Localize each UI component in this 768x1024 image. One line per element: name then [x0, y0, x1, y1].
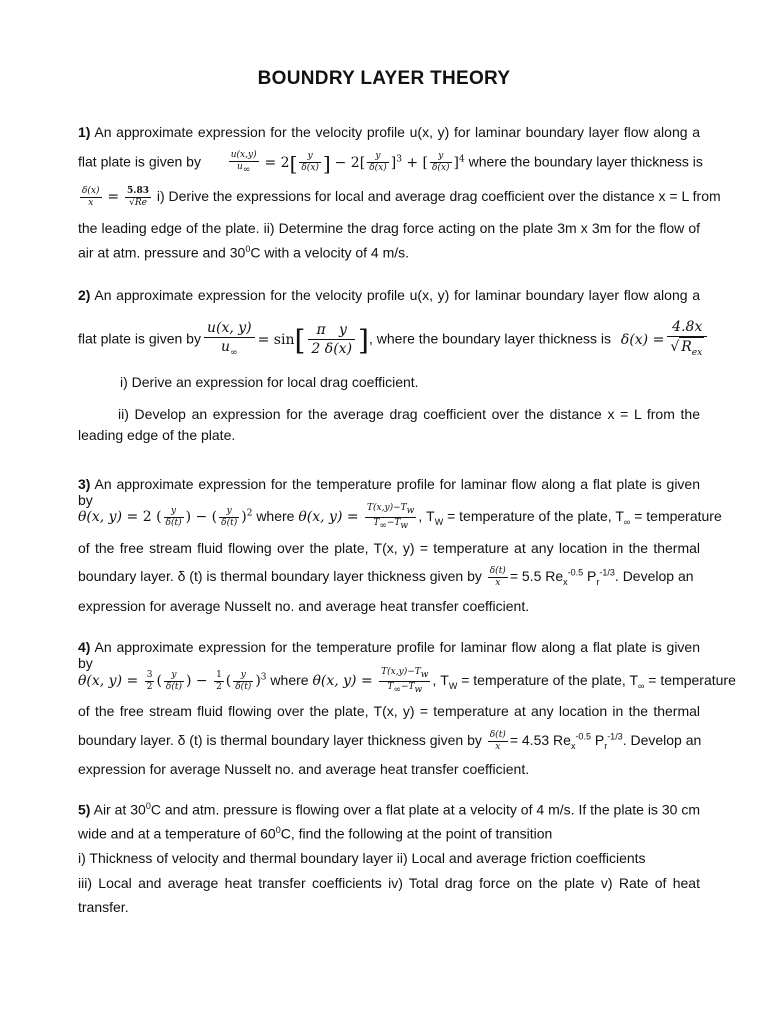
q2-number: 2)	[78, 287, 91, 303]
q5-line-3: i) Thickness of velocity and thermal boundary layer ii) Local and average friction coefficients	[78, 850, 646, 866]
q4-line-3: of the free stream fluid flowing over the plate, T(x, y) = temperature at any location in the thermal	[78, 703, 700, 719]
q2-item-ii-line-2: leading edge of the plate.	[78, 427, 236, 443]
q1-line-5: air at atm. pressure and $30^0C$ with a velocity of 4 m/s.	[78, 244, 410, 261]
q2-line-2: flat plate is given by $\frac{u(x, y)}{u_\infty}$ = sin[ $\frac{\text{π y}}{2 \delta(x)}$ ], where the boundary layer thickness is δ(x) = 4.8x √ $R_{ex}$	[78, 318, 700, 362]
q5-number: 5)	[78, 801, 91, 818]
q4-theta-definition: θ(x, y) = $\frac{T(x,y)-T_w}{T_\infty-T_w}$	[312, 667, 429, 695]
q1-velocity-profile-equation: $\frac{u(x,y)}{u_\infty}$ = 2[ $\frac{y}{\delta(x)}$ ] − 2[ $\frac{y}{\delta(x)}$ ]$^3$ + [ $\frac{y}{\delta(x)}$ ]$^4$	[230, 150, 465, 175]
q4-line-4: boundary layer. δ (t) is thermal boundary layer thickness given by $\frac{\delta(t)}{x}$ = 4.53 $Re_x^{-0.5}$ $P_r^{-1/3}$. Develop an	[78, 730, 702, 752]
q5-line-2: wide and at a temperature of $60^0C$, find the following at the point of transition	[78, 825, 553, 842]
q4-line-5: expression for average Nusselt no. and average heat transfer coefficient.	[78, 761, 530, 777]
q4-line-1: 4) An approximate expression for the temperature profile for laminar flow along a flat plate is given by	[78, 639, 700, 671]
q1-line-4: the leading edge of the plate. ii) Determine the drag force acting on the plate 3m x 3m for the flow of	[78, 220, 700, 236]
q4-line-2: θ(x, y) = $\frac{3}{2}$ ( $\frac{y}{\delta(t)}$ ) − $\frac{1}{2}$ ( $\frac{y}{\delta(t)}$ )$^3$ where θ(x, y) = $\frac{T(x,y)-T_w}{T_\infty-T_w}$ , $T_W$ = temperature of the plate, $T_\infty$ = temperature	[78, 667, 736, 695]
q1-line-1: 1) An approximate expression for the velocity profile u(x, y) for laminar boundary layer flow along a	[78, 124, 700, 140]
q1-number: 1)	[78, 124, 91, 140]
q3-line-1: 3) An approximate expression for the temperature profile for laminar flow along a flat plate is given by	[78, 476, 700, 508]
q2-item-i: i) Derive an expression for local drag coefficient.	[120, 374, 419, 390]
q2-line-1: 2) An approximate expression for the velocity profile u(x, y) for laminar boundary layer flow along a	[78, 287, 700, 303]
page-title: BOUNDRY LAYER THEORY	[257, 68, 511, 89]
q1-line-3: $\frac{\delta(x)}{x}$ = $\frac{5.83}{√Re}$ i) Derive the expressions for local and average drag coefficient over the distance x = L from	[78, 186, 700, 209]
q5-line-5: transfer.	[78, 899, 129, 915]
q2-item-ii-line-1: ii) Develop an expression for the average drag coefficient over the distance x = L from the	[118, 406, 700, 422]
q3-number: 3)	[78, 476, 91, 492]
q2-velocity-profile-equation: $\frac{u(x, y)}{u_\infty}$ = sin[ $\frac{\text{π y}}{2 \delta(x)}$ ]	[201, 331, 369, 347]
q3-theta-definition: θ(x, y) = $\frac{T(x,y)-T_w}{T_\infty-T_w}$	[298, 503, 415, 531]
q1-line-2: flat plate is given by $\frac{u(x,y)}{u_\infty}$ = 2[ $\frac{y}{\delta(x)}$ ] − 2[ $\frac{y}{\delta(x)}$ ]$^3$ + [ $\frac{y}{\delta(x)}$ ]$^4$ where the boundary layer thickness is	[78, 150, 703, 175]
q3-line-3: of the free stream fluid flowing over the plate, T(x, y) = temperature at any location in the thermal	[78, 540, 700, 556]
q3-line-5: expression for average Nusselt no. and average heat transfer coefficient.	[78, 598, 530, 614]
q3-line-4: boundary layer. δ (t) is thermal boundary layer thickness given by $\frac{\delta(t)}{x}$ = 5.5 $Re_x^{-0.5}$ $P_r^{-1/3}$. Develop an	[78, 566, 694, 588]
q1-thickness-equation: $\frac{\delta(x)}{x}$ = $\frac{5.83}{√Re}$	[82, 186, 149, 208]
q5-line-4: iii) Local and average heat transfer coefficients iv) Total drag force on the plate v) Rate of heat	[78, 875, 700, 891]
q3-line-2: θ(x, y) = 2 ( $\frac{y}{\delta(t)}$ ) − ( $\frac{y}{\delta(t)}$ )$^2$ where θ(x, y) = $\frac{T(x,y)-T_w}{T_\infty-T_w}$ , $T_W$ = temperature of the plate, $T_\infty$ = temperature	[78, 503, 722, 531]
q2-thickness-equation: δ(x) = 4.8x √ $R_{ex}$	[621, 331, 710, 347]
q4-temperature-profile-equation: θ(x, y) = $\frac{3}{2}$ ( $\frac{y}{\delta(t)}$ ) − $\frac{1}{2}$ ( $\frac{y}{\delta(t)}$ )$^3$	[78, 669, 267, 692]
q5-line-1: 5) Air at $30^0C$ and atm. pressure is flowing over a flat plate at a velocity of 4 m/s. If the plate is 30 cm	[78, 801, 700, 818]
q3-temperature-profile-equation: θ(x, y) = 2 ( $\frac{y}{\delta(t)}$ ) − ( $\frac{y}{\delta(t)}$ )$^2$	[78, 505, 253, 528]
q4-number: 4)	[78, 639, 91, 655]
